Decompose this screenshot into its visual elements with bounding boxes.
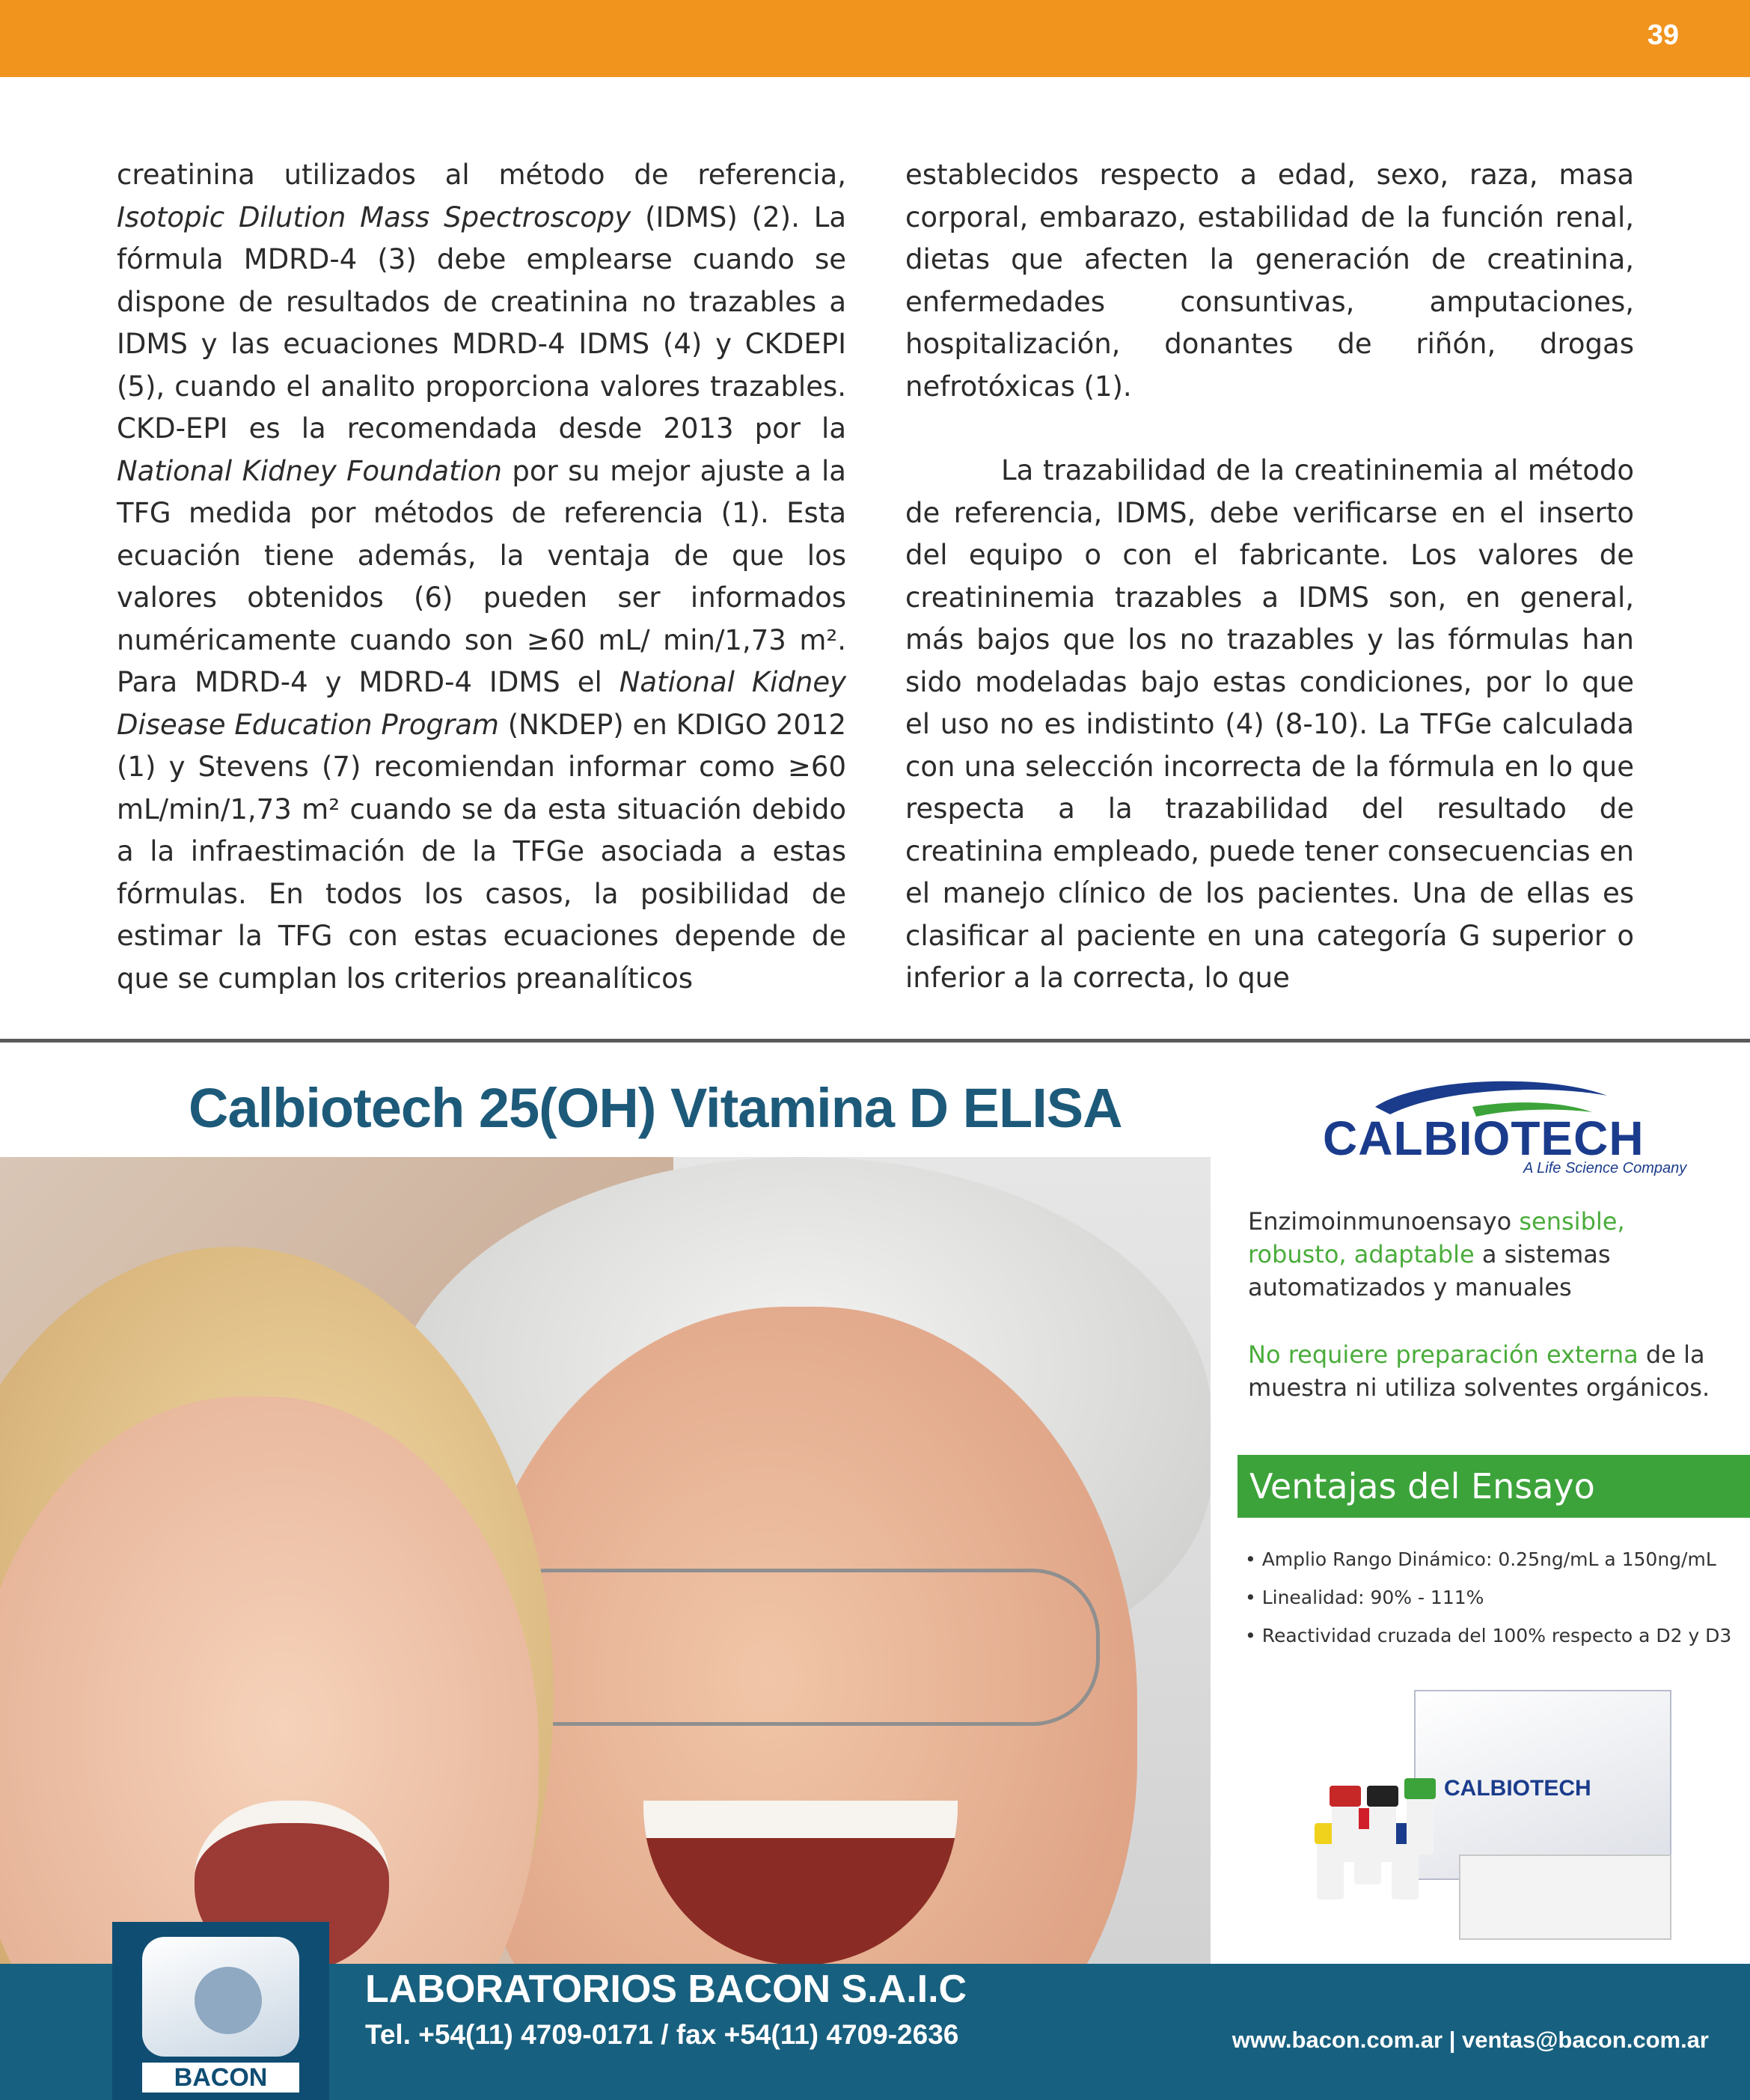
article-left-column [117,154,846,1000]
ad-description-1: Enzimoinmunoensayo sensible, robusto, adaptable a sistemas automatizados y manuales [1248,1207,1625,1301]
article-right-column [905,154,1634,1000]
ad-title: Calbiotech 25(OH) Vitamina D ELISA [189,1077,1122,1139]
contact-web-email: www.bacon.com.ar | ventas@bacon.com.ar [1232,2027,1709,2053]
advertisement [0,1039,1750,2100]
calbiotech-tagline: A Life Science Company [1523,1160,1687,1176]
header-bar [0,0,1750,77]
ad-description-2: No requiere preparación externa de la muestra ni utiliza solventes orgánicos. [1248,1340,1710,1402]
article-paragraph: establecidos respecto a edad, sexo, raza, masa corporal, embarazo, estabilidad de la función renal, dietas que afecten la generación de creatinina, enfermedades consuntivas, amputaciones, hospitalización, donantes de riñón, drogas nefrotóxicas (1). [905,159,1634,403]
bacon-logo-text: BACON [142,2063,299,2093]
list-item: • Linealidad: 90% - 111% [1245,1578,1731,1617]
bacon-logo [112,1922,329,2100]
elisa-kit-image [1302,1690,1676,1944]
page-number: 39 [1647,19,1679,51]
company-name: LABORATORIOS BACON S.A.I.C [365,1968,967,2011]
divider [0,1039,1750,1043]
article-paragraph: creatinina utilizados al método de referencia, Isotopic Dilution Mass Spectroscopy (IDMS) (2). La fórmula MDRD-4 (3) debe emplearse cuando se dispone de resultados de creatinina no trazables a IDMS y las ecuaciones MDRD-4 IDMS (4) y CKDEPI (5), cuando el analito proporciona valores trazables. CKD-EPI es la recomendada desde 2013 por la National Kidney Foundation por su mejor ajuste a la TFG medida por métodos de referencia (1). Esta ecuación tiene además, la ventaja de que los valores obtenidos (6) pueden ser informados numéricamente cuando son ≥60 mL/ min/1,73 m². Para MDRD-4 y MDRD-4 IDMS el National Kidney Disease Education Program (NKDEP) en KDIGO 2012 (1) y Stevens (7) recomiendan informar como ≥60 mL/min/1,73 m² cuando se da esta situación debido a la infraestimación de la TFGe asociada a estas fórmulas. En todos los casos, la posibilidad de estimar la TFG con estas ecuaciones depende de que se cumplan los criterios preanalíticos [117,159,847,995]
kit-label: CALBIOTECH [1444,1776,1591,1801]
article-paragraph: La trazabilidad de la creatininemia al método de referencia, IDMS, debe verificarse en el inserto del equipo o con el fabricante. Los valores de creatininemia trazables a IDMS son, en general, más bajos que los no trazables y las fórmulas han sido modeladas bajo estas condiciones, por lo que el uso no es indistinto (4) (8-10). La TFGe calculada con una selección incorrecta de la fórmula en lo que respecta a la trazabilidad del resultado de creatinina empleado, puede tener consecuencias en el manejo clínico de los pacientes. Una de ellas es clasificar al paciente en una categoría G superior o inferior a la correcta, lo que [905,454,1634,994]
ventajas-heading: Ventajas del Ensayo [1237,1455,1750,1518]
contact-phone: Tel. +54(11) 4709-0171 / fax +54(11) 4709-2636 [365,2019,959,2050]
calbiotech-logo-text: CALBIOTECH [1323,1111,1645,1165]
list-item: • Amplio Rango Dinámico: 0.25ng/mL a 150ng/mL [1245,1540,1731,1578]
ventajas-list [1245,1540,1731,1655]
list-item: • Reactividad cruzada del 100% respecto a D2 y D3 [1245,1617,1731,1655]
